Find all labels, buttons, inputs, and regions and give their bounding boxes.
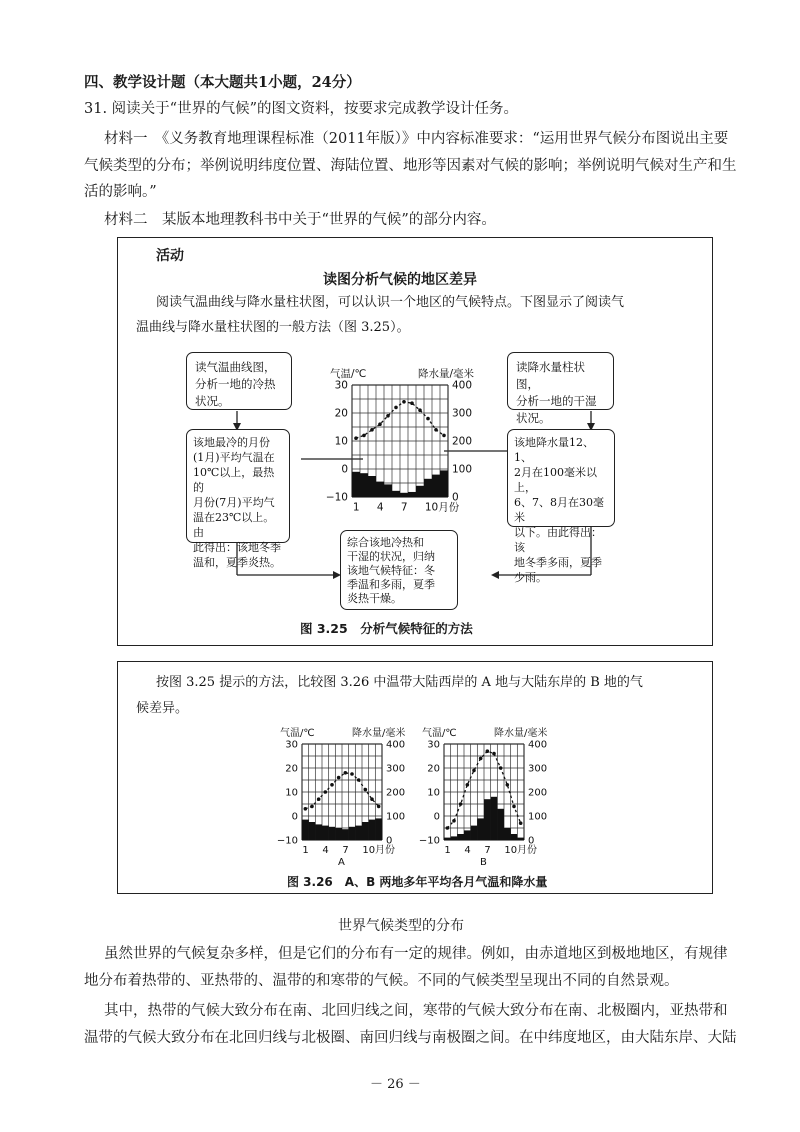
x-tick-label: 1 xyxy=(302,845,309,856)
precip-tick-label: 300 xyxy=(452,407,473,420)
precip-tick-label: 100 xyxy=(386,811,406,823)
precip-axis-title: 降水量/毫米 xyxy=(418,368,475,380)
precip-bar xyxy=(360,473,368,497)
x-tick-label: 7 xyxy=(484,845,491,856)
compare-text-line1: 按图 3.25 提示的方法，比较图 3.26 中温带大陆西岸的 A 地与大陆东岸的 B 地的气 xyxy=(156,675,643,690)
box-climate-summary: 综合该地冷热和 干湿的状况，归纳 该地气候特征：冬 季温和多雨，夏季 炎热干燥。 xyxy=(340,530,458,610)
temp-point xyxy=(426,417,430,421)
temp-point xyxy=(370,428,374,432)
climate-chart-b xyxy=(410,722,560,870)
precip-bar xyxy=(329,827,336,840)
climate-chart-main xyxy=(316,363,476,523)
temp-point xyxy=(354,436,358,440)
precip-bar xyxy=(384,484,392,497)
precip-bar xyxy=(368,476,376,497)
precip-bar xyxy=(349,827,356,840)
precip-bar xyxy=(517,838,524,840)
temp-point xyxy=(304,807,308,811)
precip-bar xyxy=(408,492,416,497)
precip-tick-label: 300 xyxy=(386,763,406,775)
precip-tick-label: 200 xyxy=(386,787,406,799)
precip-bar xyxy=(369,820,376,840)
x-tick-label: 10月份 xyxy=(424,501,460,514)
precip-tick-label: 400 xyxy=(528,739,548,751)
x-tick-label: 1 xyxy=(352,501,360,514)
temp-point xyxy=(459,802,463,806)
temp-point xyxy=(479,757,483,761)
precip-tick-label: 100 xyxy=(452,463,473,476)
activity-tag: 活动 xyxy=(156,248,184,264)
precip-tick-label: 400 xyxy=(452,379,473,392)
temp-axis-title: 气温/℃ xyxy=(422,728,457,739)
temp-point xyxy=(357,778,361,782)
box-read-precipitation: 读降水量柱状图， 分析一地的干湿 状况。 xyxy=(507,352,614,410)
precip-bar xyxy=(392,491,400,497)
distribution-heading: 世界气候类型的分布 xyxy=(338,918,464,934)
precip-bar xyxy=(451,836,458,840)
temp-point xyxy=(519,821,523,825)
x-tick-label: 10月份 xyxy=(362,845,396,856)
precip-bar xyxy=(322,826,329,840)
x-tick-label: 7 xyxy=(400,501,408,514)
temp-point xyxy=(410,401,414,405)
temp-point xyxy=(446,826,450,830)
figure-3-25-caption: 图 3.25 分析气候特征的方法 xyxy=(300,621,473,636)
temp-point xyxy=(317,797,321,801)
temp-point xyxy=(434,428,438,432)
precip-bar xyxy=(352,472,360,497)
precip-bar xyxy=(491,797,498,840)
box-precipitation-analysis: 该地降水量12、1、 2月在100毫米以上， 6、7、8月在30毫米 以下。由此得出：该 地冬季多雨，夏季 少雨。 xyxy=(507,429,615,527)
material1-line3: 活的影响。” xyxy=(84,184,157,200)
precip-bar xyxy=(400,493,408,497)
temp-tick-label: 30 xyxy=(334,379,348,392)
temp-point xyxy=(394,406,398,410)
precip-axis-title: 降水量/毫米 xyxy=(494,728,548,739)
activity-intro-line2: 温曲线与降水量柱状图的一般方法（图 3.25）。 xyxy=(136,320,410,335)
temp-tick-label: −10 xyxy=(276,835,298,847)
temp-tick-label: 0 xyxy=(433,811,440,823)
precip-bar xyxy=(355,826,362,840)
precip-bar xyxy=(484,799,491,840)
temp-point xyxy=(362,434,366,438)
compare-text-line2: 候差异。 xyxy=(136,701,189,716)
precip-tick-label: 300 xyxy=(528,763,548,775)
precip-bar xyxy=(477,818,484,840)
precip-bar xyxy=(497,809,504,840)
temp-point xyxy=(402,400,406,404)
material1-line1: 材料一 《义务教育地理课程标准（2011年版）》中内容标准要求：“运用世界气候分布图说出主要 xyxy=(104,131,729,147)
precip-bar xyxy=(376,482,384,497)
temp-point xyxy=(512,805,516,809)
material1-line2: 气候类型的分布；举例说明纬度位置、海陆位置、地形等因素对气候的影响；举例说明气候对生产和生 xyxy=(84,158,737,174)
temp-point xyxy=(486,749,490,753)
temp-tick-label: 10 xyxy=(427,787,440,799)
temp-point xyxy=(492,752,496,756)
temp-point xyxy=(364,788,368,792)
x-tick-label: 4 xyxy=(464,845,471,856)
chart-location-label: B xyxy=(480,857,487,868)
precip-tick-label: 0 xyxy=(452,491,459,504)
figure-3-26-caption: 图 3.26 A、B 两地多年平均各月气温和降水量 xyxy=(287,875,548,889)
temp-tick-label: −10 xyxy=(418,835,440,847)
temp-point xyxy=(452,819,456,823)
precip-bar xyxy=(362,822,369,840)
precip-tick-label: 0 xyxy=(528,835,535,847)
activity-title: 读图分析气候的地区差异 xyxy=(323,272,477,288)
chart-location-label: A xyxy=(338,857,345,868)
temp-tick-label: 20 xyxy=(334,407,348,420)
temp-point xyxy=(337,776,341,780)
activity-intro-line1: 阅读气温曲线与降水量柱状图，可以认识一个地区的气候特点。下图显示了阅读气 xyxy=(156,295,625,310)
precip-bar xyxy=(424,479,432,497)
temp-point xyxy=(506,783,510,787)
precip-bar xyxy=(416,486,424,497)
distribution-p2-line2: 温带的气候大致分布在北回归线与北极圈、南回归线与南极圈之间。在中纬度地区，由大陆东岸、大陆 xyxy=(84,1030,737,1046)
temp-tick-label: 30 xyxy=(285,739,298,751)
precip-bar xyxy=(457,834,464,840)
box-read-temperature: 读气温曲线图， 分析一地的冷热 状况。 xyxy=(186,352,292,410)
climate-chart-a xyxy=(268,722,408,870)
temp-tick-label: 30 xyxy=(427,739,440,751)
precip-bar xyxy=(464,830,471,840)
precip-tick-label: 100 xyxy=(528,811,548,823)
temp-point xyxy=(310,805,314,809)
temp-point xyxy=(499,766,503,770)
temp-tick-label: −10 xyxy=(325,491,348,504)
temp-point xyxy=(344,771,348,775)
precip-bar xyxy=(342,829,349,840)
precip-bar xyxy=(504,828,511,840)
question-text: 31. 阅读关于“世界的气候”的图文资料，按要求完成教学设计任务。 xyxy=(84,101,518,117)
distribution-p2-line1: 其中，热带的气候大致分布在南、北回归线之间，寒带的气候大致分布在南、北极圈内，亚热带和 xyxy=(104,1003,728,1019)
precip-bar xyxy=(375,818,382,840)
temp-axis-title: 气温/℃ xyxy=(280,728,315,739)
temp-point xyxy=(370,797,374,801)
temp-point xyxy=(418,408,422,412)
precip-axis-title: 降水量/毫米 xyxy=(352,728,406,739)
precip-bar xyxy=(302,820,309,840)
precip-bar xyxy=(511,834,518,840)
distribution-p1-line1: 虽然世界的气候复杂多样，但是它们的分布有一定的规律。例如，由赤道地区到极地地区，有规律 xyxy=(104,946,728,962)
precip-tick-label: 0 xyxy=(386,835,393,847)
x-tick-label: 10月份 xyxy=(504,845,538,856)
x-tick-label: 4 xyxy=(322,845,329,856)
x-tick-label: 1 xyxy=(444,845,451,856)
temp-point xyxy=(350,772,354,776)
temp-tick-label: 0 xyxy=(341,463,348,476)
precip-bar xyxy=(471,826,478,840)
x-tick-label: 4 xyxy=(376,501,384,514)
temp-tick-label: 20 xyxy=(285,763,298,775)
x-tick-label: 7 xyxy=(342,845,349,856)
temp-point xyxy=(466,783,470,787)
section-heading: 四、教学设计题（本大题共1小题，24分） xyxy=(84,74,361,91)
material2-text: 材料二 某版本地理教科书中关于“世界的气候”的部分内容。 xyxy=(104,212,496,228)
precip-bar xyxy=(309,822,316,840)
precip-tick-label: 200 xyxy=(452,435,473,448)
page-number: － 26 － xyxy=(370,1077,421,1092)
temp-tick-label: 10 xyxy=(285,787,298,799)
precip-bar xyxy=(335,828,342,840)
temp-axis-title: 气温/℃ xyxy=(330,368,367,380)
box-temperature-analysis: 该地最冷的月份 (1月)平均气温在 10℃以上，最热的 月份(7月)平均气 温在23℃以上。由 此得出：该地冬季 温和，夏季炎热。 xyxy=(186,429,290,543)
precip-tick-label: 400 xyxy=(386,739,406,751)
temp-point xyxy=(386,414,390,418)
temp-point xyxy=(324,790,328,794)
temp-point xyxy=(330,783,334,787)
temp-point xyxy=(442,434,446,438)
temp-tick-label: 0 xyxy=(291,811,298,823)
precip-tick-label: 200 xyxy=(528,787,548,799)
temp-point xyxy=(378,422,382,426)
precip-bar xyxy=(440,470,448,497)
temp-tick-label: 20 xyxy=(427,763,440,775)
precip-bar xyxy=(432,475,440,497)
temp-point xyxy=(377,805,381,809)
temp-point xyxy=(472,769,476,773)
temp-tick-label: 10 xyxy=(334,435,348,448)
precip-bar xyxy=(444,838,451,840)
precip-bar xyxy=(315,824,322,840)
distribution-p1-line2: 地分布着热带的、亚热带的、温带的和寒带的气候。不同的气候类型呈现出不同的自然景观。 xyxy=(84,973,679,989)
